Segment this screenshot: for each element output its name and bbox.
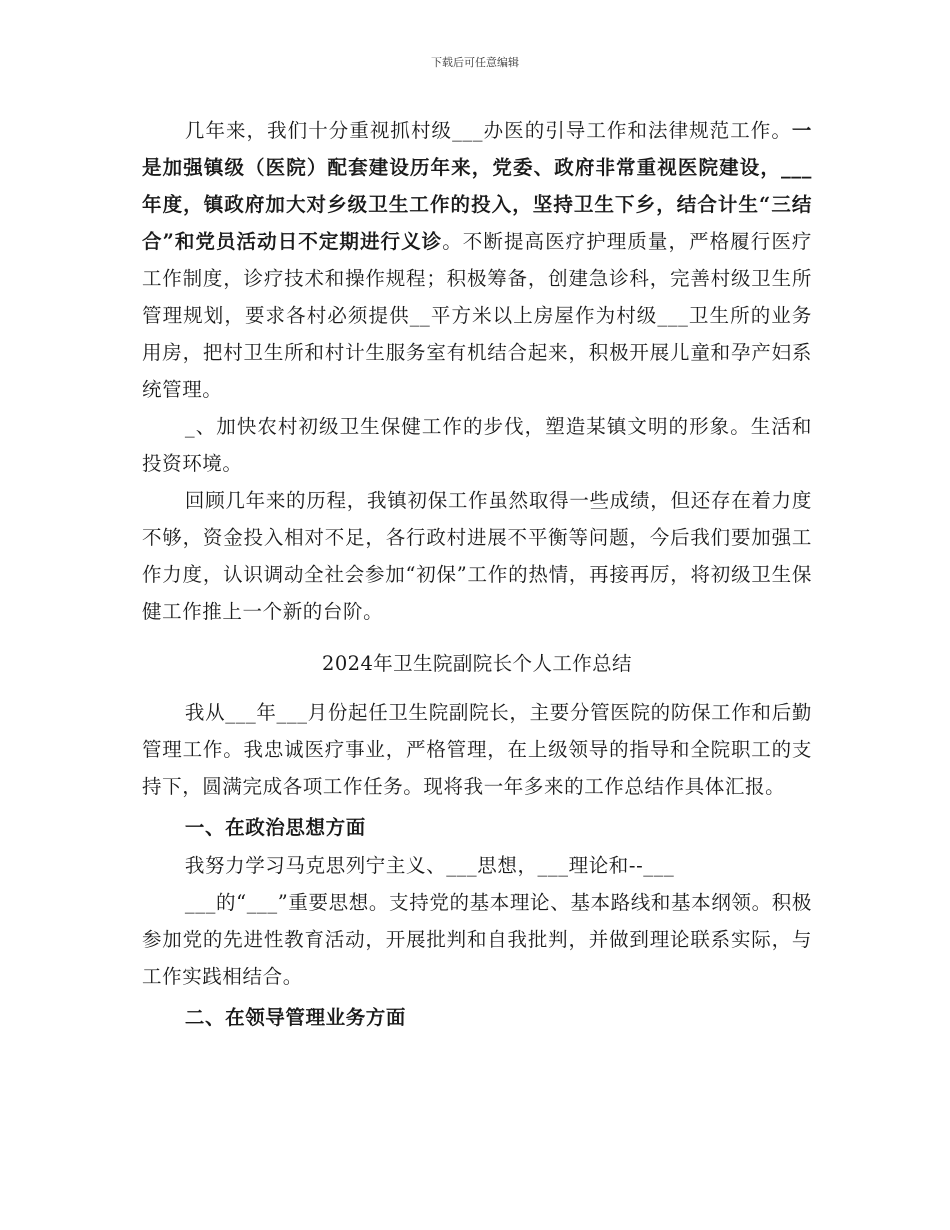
document-body	[142, 112, 812, 1037]
paragraph-review: 回顾几年来的历程，我镇初保工作虽然取得一些成绩，但还存在着力度不够，资金投入相对不足，各行政村进展不平衡等问题，今后我们要加强工作力度，认识调动全社会参加“初保”工作的热情，再接再厉，将初级卫生保健工作推上一个新的台阶。	[142, 489, 812, 623]
paragraph-rural-medical	[142, 112, 812, 408]
paragraph-bold-text: 一是加强镇级（医院）配套建设历年来，党委、政府非常重视医院建设，___年度，镇政府加大对乡级卫生工作的投入，坚持卫生下乡，结合计生“三结合”和党员活动日不定期进行义诊	[142, 119, 812, 253]
paragraph-primary-care: _、加快农村初级卫生保健工作的步伐，塑造某镇文明的形象。生活和投资环境。	[142, 415, 812, 475]
paragraph-text-continued: 。不断提高医疗护理质量，严格履行医疗工作制度，诊疗技术和操作规程；积极筹备，创建急诊科，完善村级卫生所管理规划，要求各村必须提供__平方米以上房屋作为村级___卫生所的业务用房，把村卫生所和村计生服务室有机结合起来，积极开展儿童和孕产妇系统管理。	[142, 230, 812, 401]
paragraph-political-body: ___的“___”重要思想。支持党的基本理论、基本路线和基本纲领。积极参加党的先进性教育活动，开展批判和自我批判，并做到理论联系实际，与工作实践相结合。	[142, 891, 812, 988]
paragraph-intro: 我从___年___月份起任卫生院副院长，主要分管医院的防保工作和后勤管理工作。我忠诚医疗事业，严格管理，在上级领导的指导和全院职工的支持下，圆满完成各项工作任务。现将我一年多来的工作总结作具体汇报。	[142, 701, 812, 798]
heading-management: 二、在领导管理业务方面	[184, 1006, 406, 1029]
page-header-note: 下载后可任意编辑	[431, 56, 519, 69]
document-title: 2024年卫生院副院长个人工作总结	[322, 652, 632, 675]
heading-political: 一、在政治思想方面	[184, 816, 366, 839]
paragraph-political-line1: 我努力学习马克思列宁主义、___思想，___理论和--___	[184, 854, 675, 877]
paragraph-text: 几年来，我们十分重视抓村级___办医的引导工作和法律规范工作。	[184, 119, 792, 142]
